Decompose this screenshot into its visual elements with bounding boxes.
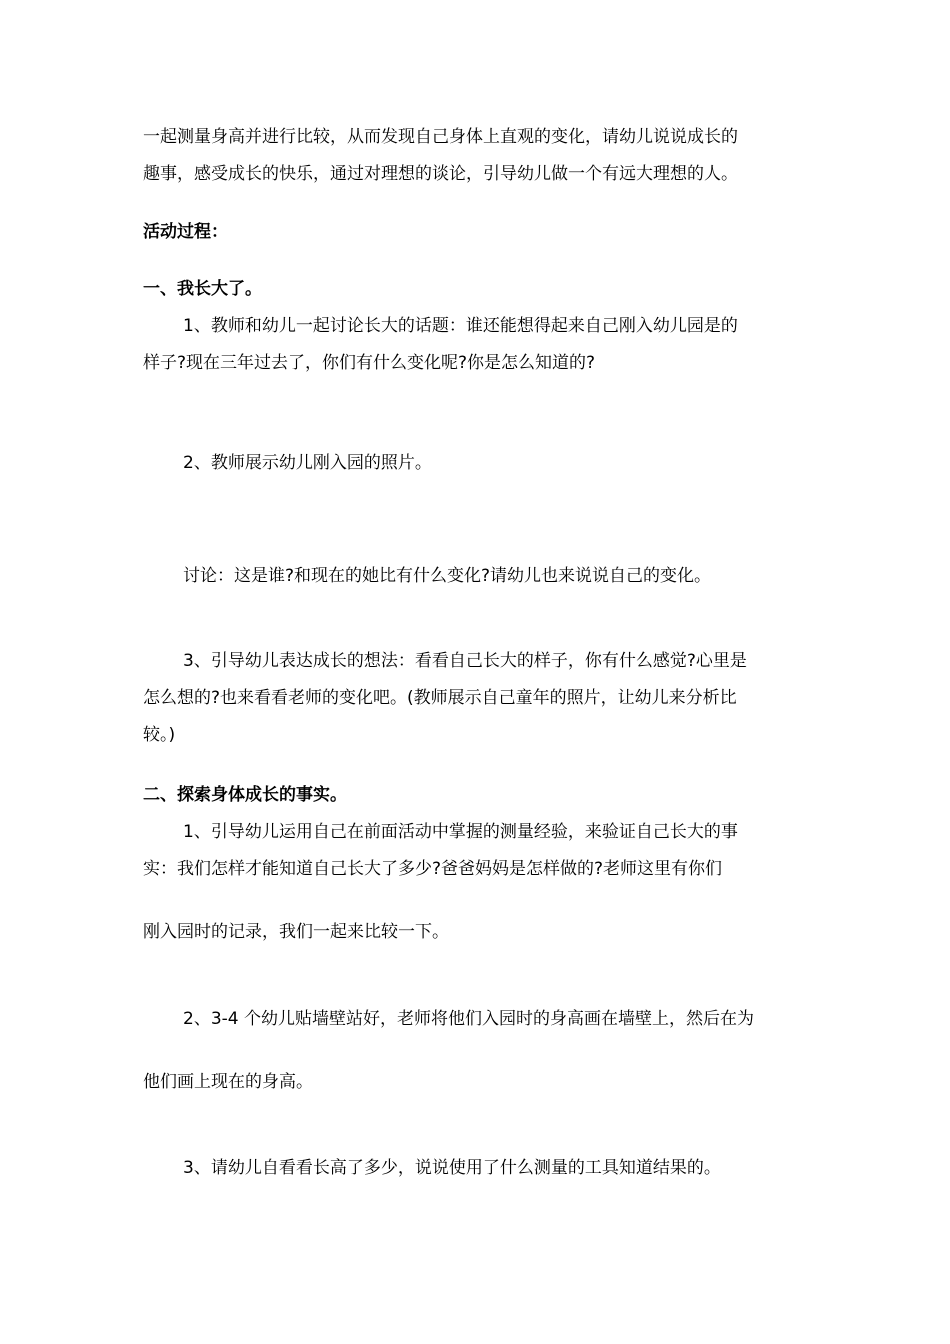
section-1-item-1-line-2: 样子?现在三年过去了，你们有什么变化呢?你是怎么知道的? <box>143 353 596 373</box>
section-1-item-3-line-2: 怎么想的?也来看看老师的变化吧。(教师展示自己童年的照片，让幼儿来分析比 <box>143 688 737 708</box>
section-1-heading: 一、我长大了。 <box>143 279 262 299</box>
intro-line-1: 一起测量身高并进行比较，从而发现自己身体上直观的变化，请幼儿说说成长的 <box>143 127 738 147</box>
section-1-discussion: 讨论：这是谁?和现在的她比有什么变化?请幼儿也来说说自己的变化。 <box>183 566 712 586</box>
section-2-heading: 二、探索身体成长的事实。 <box>143 785 347 805</box>
section-2-item-3: 3、请幼儿自看看长高了多少，说说使用了什么测量的工具知道结果的。 <box>183 1158 721 1178</box>
section-2-item-2-line-1: 2、3-4 个幼儿贴墙壁站好，老师将他们入园时的身高画在墙壁上，然后在为 <box>183 1009 754 1029</box>
section-1-item-2: 2、教师展示幼儿刚入园的照片。 <box>183 453 432 473</box>
intro-line-2: 趣事，感受成长的快乐，通过对理想的谈论，引导幼儿做一个有远大理想的人。 <box>143 164 738 184</box>
section-2-item-2-line-2: 他们画上现在的身高。 <box>143 1072 313 1092</box>
section-2-item-1-line-1: 1、引导幼儿运用自己在前面活动中掌握的测量经验，来验证自己长大的事 <box>183 822 738 842</box>
section-2-item-1-line-2: 实：我们怎样才能知道自己长大了多少?爸爸妈妈是怎样做的?老师这里有你们 <box>143 859 723 879</box>
section-2-item-1-line-3: 刚入园时的记录，我们一起来比较一下。 <box>143 922 449 942</box>
section-1-item-1-line-1: 1、教师和幼儿一起讨论长大的话题：谁还能想得起来自己刚入幼儿园是的 <box>183 316 738 336</box>
section-1-item-3-line-3: 较。) <box>143 725 176 745</box>
section-1-item-3-line-1: 3、引导幼儿表达成长的想法：看看自己长大的样子，你有什么感觉?心里是 <box>183 651 747 671</box>
process-heading: 活动过程： <box>143 222 228 242</box>
